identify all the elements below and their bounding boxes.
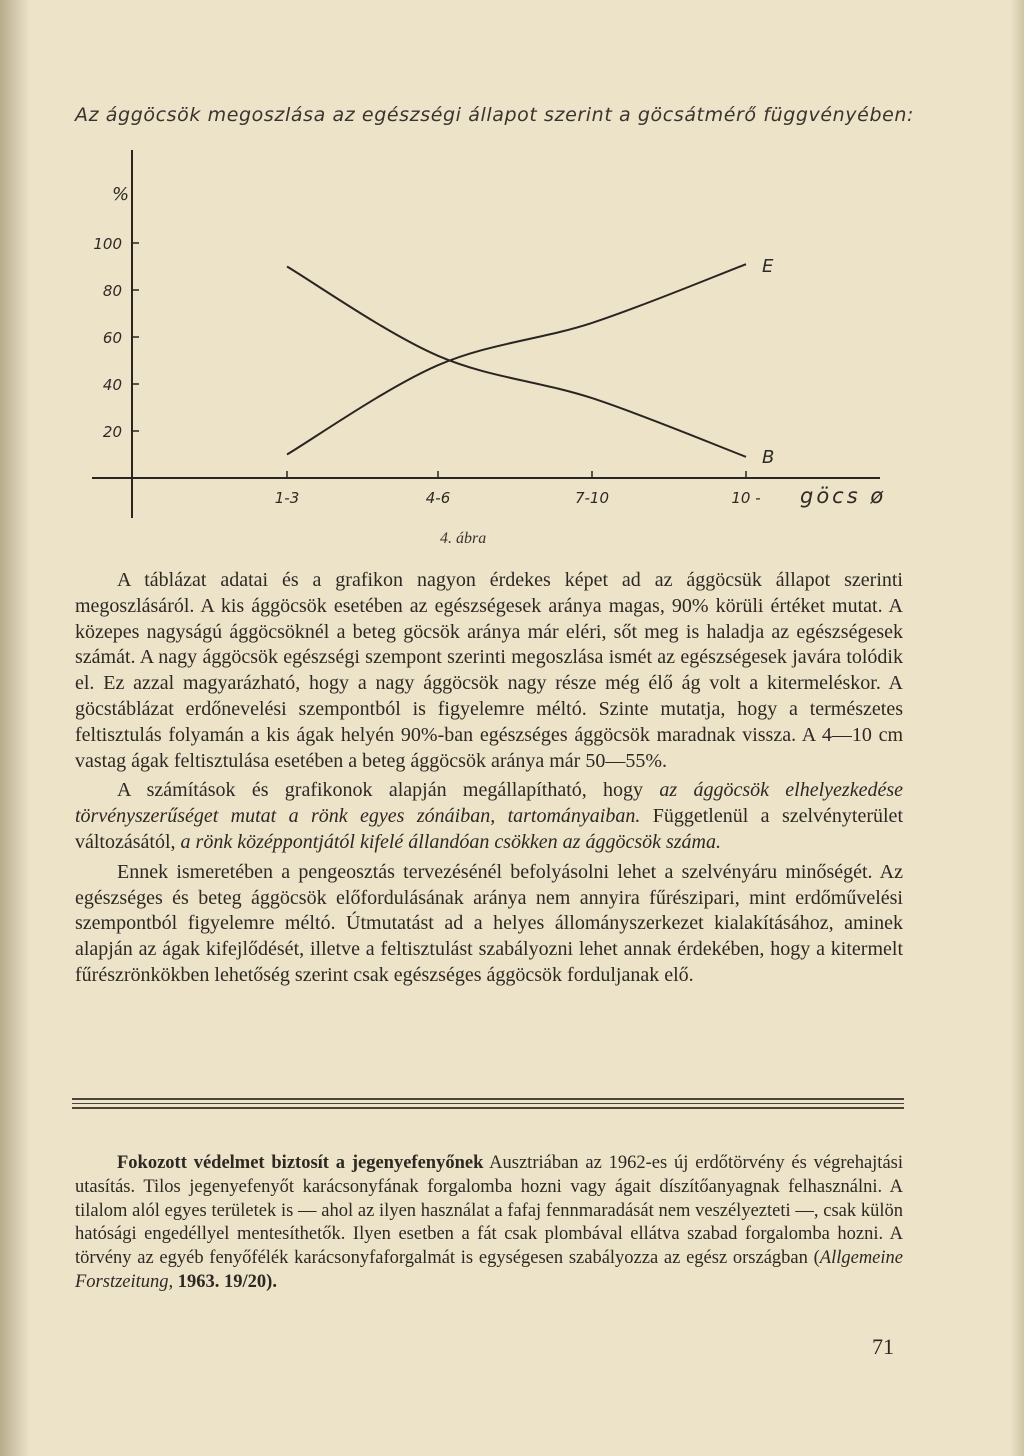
y-tick-label: 100	[93, 235, 122, 253]
paragraph-1: A táblázat adatai és a grafikon nagyon érdekes képet ad az ággöcsük állapot szerinti megoszlásáról. A kis ággöcsök esetében az egészségesek aránya magas, 90% körüli értéket mutat. A közepes nagyságú ággöcsöknél a beteg göcsök aránya már eléri, sőt meg is haladja az egészségesek számát. A nagy ággöcsök egészségi szempont szerinti megoszlása ismét az egészségesek javára tolódik el. Ez azzal magyarázható, hogy a nagy ággöcsök nagy része még élő ág volt a kitermeléskor. A göcstáblázat erdőnevelési szempontból is figyelemre méltó. Szinte mutatja, hogy a természetes feltisztulás folyamán a kis ágak helyén 90%-ban egészséges ággöcsök maradnak vissza. A 4—10 cm vastag ágak feltisztulása esetében a beteg ággöcsök aránya már 50—55%.	[75, 569, 903, 772]
series-line-e	[287, 264, 746, 454]
x-tick-label: 7-10	[574, 489, 610, 507]
x-tick-label: 4-6	[425, 489, 451, 507]
series-lines	[287, 264, 746, 457]
note-source-issue: 1963. 19/20).	[173, 1271, 277, 1292]
series-label-e: E	[762, 256, 774, 278]
x-tick-label: 10 -	[731, 489, 761, 507]
body-text	[75, 568, 903, 989]
page-number: 71	[872, 1334, 894, 1359]
paragraph-2-emphasis-1: az ággöcsök elhelyezkedése törvényszerűséget mutat a rönk egyes zónáiban, tartományaiban.	[75, 779, 904, 828]
series-line-b	[287, 267, 746, 457]
note-paragraph	[75, 1152, 903, 1295]
x-ticks	[275, 471, 761, 507]
paragraph-3: Ennek ismeretében a pengeosztás tervezésénél befolyásolni lehet a szelvényáru minőségét. Az egészséges és beteg ággöcsök előfordulásának aránya nem annyira fűrészipari, mint erdőművelési szempontból figyelemre méltó. Útmutatást ad a helyes állományszerkezet kialakításához, aminek alapján az ágak kifejlődését, illetve a feltisztulást szabályozni lehet annak érdekében, hogy a kitermelt fűrészrönkökben lehetőség szerint csak egészséges ággöcsök forduljanak elő.	[75, 860, 903, 986]
divider-mid	[72, 1103, 904, 1104]
divider-top	[72, 1098, 904, 1100]
note-source-title: Allgemeine Forstzeitung,	[75, 1248, 903, 1292]
figure-label: 4. ábra	[440, 530, 487, 547]
series-label-b: B	[762, 446, 775, 468]
series-labels	[762, 256, 774, 468]
divider-bottom	[72, 1107, 904, 1109]
y-tick-label: 80	[102, 282, 122, 300]
y-axis-label: %	[112, 184, 130, 205]
x-axis-label: göcs ø	[800, 484, 887, 508]
note-text: Ausztriában az 1962-es új erdőtörvény és végrehajtási utasítás. Tilos jegenyefenyőt karácsonyfának forgalomba hozni vagy ágait díszítőanyagnak felhasználni. A tilalom alól egyes területek is — ahol az ilyen használat a fafaj fennmaradását nem veszélyezteti —, csak külön hatósági engedéllyel mentesíthetők. Ilyen esetben a fát csak plombával ellátva szabad forgalomba hozni. A törvény az egyéb fenyőfélék karácsonyfaforgalmát is egységesen szabályozza az egész országban (	[75, 1153, 903, 1269]
news-note	[75, 1152, 903, 1295]
figure-caption: Az ággöcsök megoszlása az egészségi állapot szerint a göcsátmérő függvényében:	[75, 104, 915, 126]
line-chart	[0, 0, 1024, 560]
y-tick-label: 20	[102, 423, 122, 441]
paragraph-2	[75, 778, 903, 855]
paragraph-2-start: A számítások és grafikonok alapján megállapítható, hogy	[117, 779, 660, 802]
y-tick-label: 60	[102, 329, 122, 347]
x-tick-label: 1-3	[274, 489, 300, 507]
y-tick-label: 40	[102, 376, 122, 394]
paragraph-2-middle: Függetlenül a szelvényterület változásától,	[75, 805, 903, 853]
paragraph-2-emphasis-2: a rönk középpontjától kifelé állandóan csökken az ággöcsök száma.	[180, 830, 721, 853]
note-bold-lead: Fokozott védelmet biztosít a jegenyefenyőnek	[117, 1153, 484, 1173]
